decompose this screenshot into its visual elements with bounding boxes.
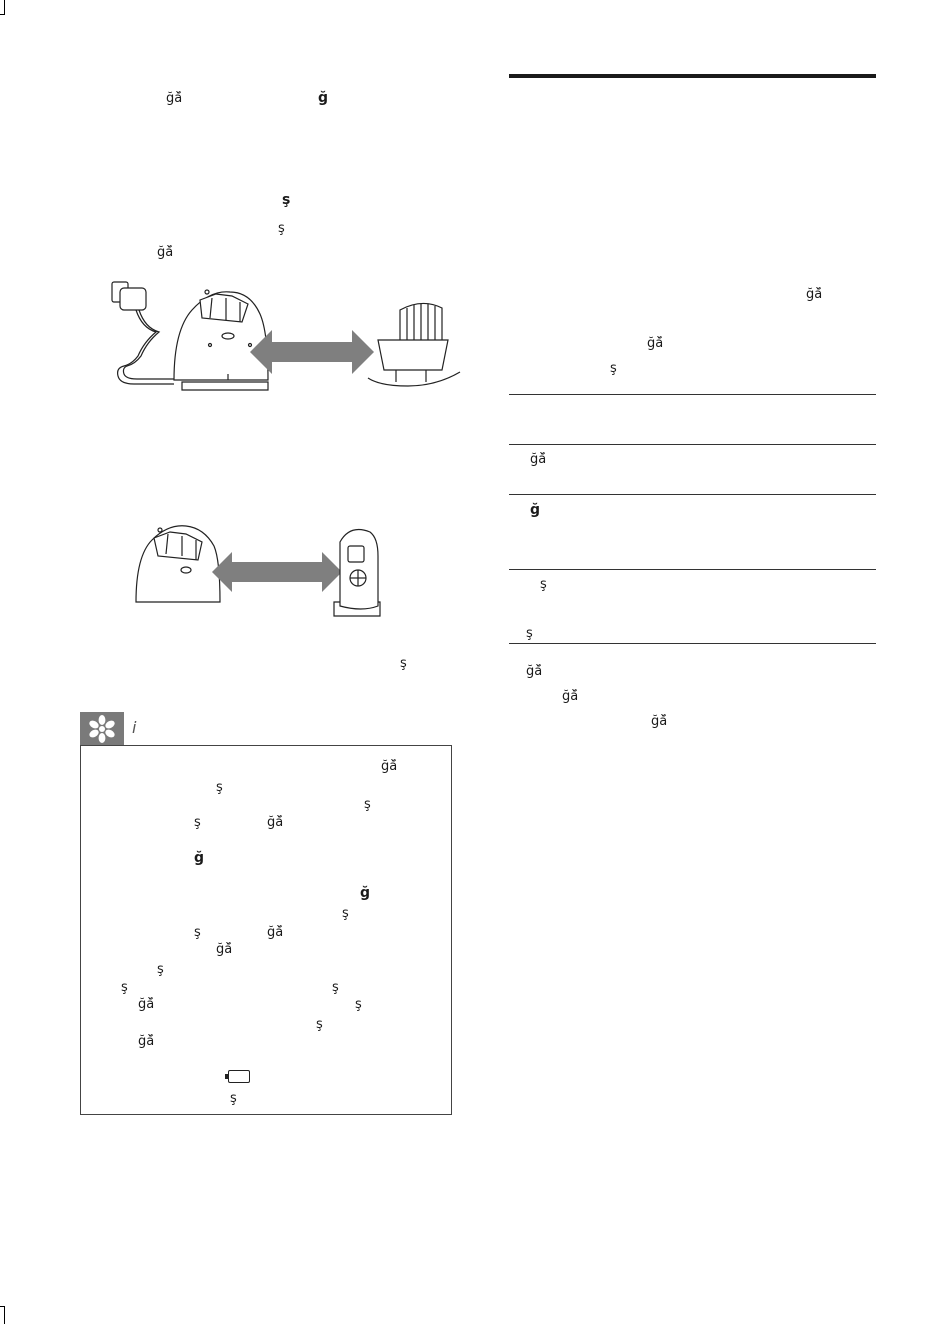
table-rule bbox=[509, 643, 876, 644]
glyph: ğǎ̆ bbox=[647, 336, 664, 351]
glyph: ş bbox=[364, 797, 371, 812]
glyph: ş bbox=[278, 221, 285, 236]
baby-parent-unit-illustration bbox=[130, 520, 390, 625]
glyph: ş bbox=[610, 361, 617, 376]
asterisk-icon bbox=[86, 714, 118, 744]
baby-unit-icon bbox=[136, 526, 220, 602]
glyph: ğǎ̆ bbox=[806, 287, 823, 302]
table-rule bbox=[509, 569, 876, 570]
glyph: ğ bbox=[360, 885, 371, 901]
glyph: ğǎ̆ bbox=[157, 245, 174, 260]
glyph: ş bbox=[282, 192, 291, 208]
tip-box bbox=[80, 745, 452, 1115]
glyph: ş bbox=[342, 906, 349, 921]
glyph: ğ bbox=[530, 502, 541, 518]
glyph: ş bbox=[157, 962, 164, 977]
parent-unit-icon bbox=[334, 530, 380, 616]
glyph: ş bbox=[121, 980, 128, 995]
section-heading-rule bbox=[509, 74, 876, 78]
glyph: ş bbox=[400, 656, 407, 671]
baby-unit-cradle-illustration bbox=[100, 270, 460, 400]
table-rule bbox=[509, 444, 876, 445]
glyph: ğǎ̆ bbox=[166, 91, 183, 106]
glyph: ş bbox=[230, 1091, 237, 1106]
glyph: ğ bbox=[194, 850, 205, 866]
crop-mark-bottom-h bbox=[0, 1306, 5, 1307]
crop-mark-top-h bbox=[0, 14, 5, 15]
glyph: ş bbox=[194, 925, 201, 940]
crop-mark-bottom bbox=[4, 1306, 5, 1324]
glyph: ğǎ̆ bbox=[526, 664, 543, 679]
glyph: ğǎ̆ bbox=[267, 925, 284, 940]
double-arrow bbox=[212, 552, 342, 592]
glyph: ş bbox=[540, 577, 547, 592]
cradle-icon bbox=[368, 303, 460, 386]
table-rule bbox=[509, 394, 876, 395]
battery-icon-tip bbox=[225, 1074, 228, 1079]
glyph: ş bbox=[526, 626, 533, 641]
power-adapter-icon bbox=[112, 282, 177, 384]
glyph: ğǎ̆ bbox=[562, 689, 579, 704]
glyph: ğǎ̆ bbox=[530, 452, 547, 467]
glyph: ş bbox=[316, 1017, 323, 1032]
tip-label: i bbox=[132, 718, 137, 737]
glyph: ğǎ̆ bbox=[138, 997, 155, 1012]
glyph: ğǎ̆ bbox=[651, 714, 668, 729]
glyph: ş bbox=[216, 780, 223, 795]
battery-icon bbox=[228, 1070, 250, 1083]
table-rule bbox=[509, 494, 876, 495]
glyph: ş bbox=[355, 997, 362, 1012]
double-arrow bbox=[250, 330, 374, 374]
baby-unit-icon bbox=[174, 290, 268, 390]
glyph: ğ bbox=[318, 90, 329, 106]
glyph: ş bbox=[332, 980, 339, 995]
glyph: ğǎ̆ bbox=[381, 759, 398, 774]
tip-header bbox=[80, 712, 124, 745]
glyph: ğǎ̆ bbox=[216, 942, 233, 957]
glyph: ğǎ̆ bbox=[138, 1034, 155, 1049]
crop-mark-top bbox=[4, 0, 5, 14]
glyph: ğǎ̆ bbox=[267, 815, 284, 830]
glyph: ş bbox=[194, 815, 201, 830]
